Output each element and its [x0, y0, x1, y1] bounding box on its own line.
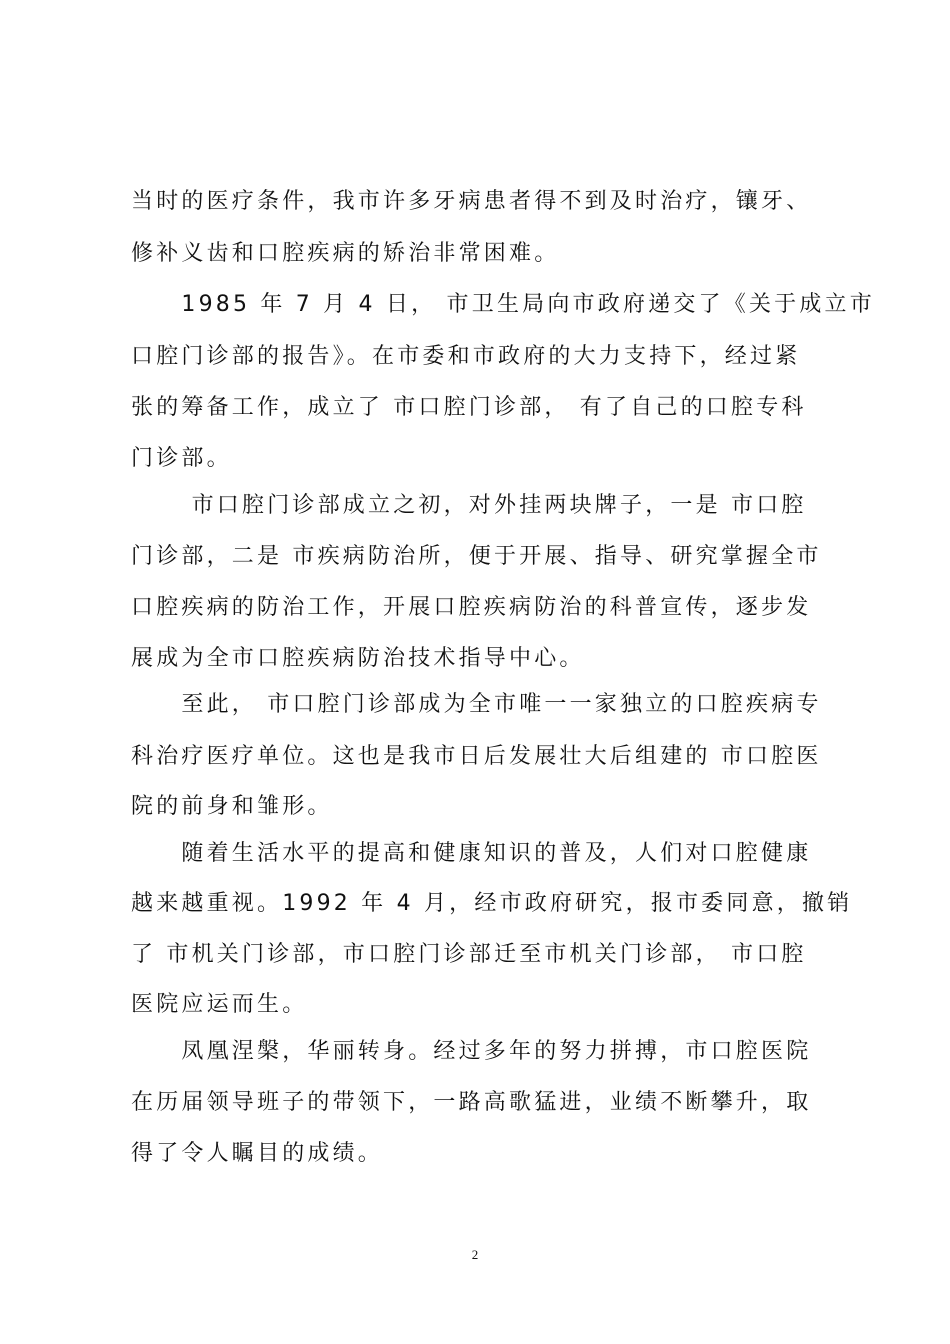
page-number: 2	[471, 1247, 479, 1262]
text-line-4: 口腔门诊部的报告》。在市委和市政府的大力支持下，经过紧	[131, 344, 801, 369]
text-line-9: 口腔疾病的防治工作，开展口腔疾病防治的科普宣传，逐步发	[131, 595, 812, 620]
text-line-6: 门诊部。	[131, 446, 232, 471]
text-line-13: 院的前身和雏形。	[131, 794, 333, 819]
text-line-2: 修补义齿和口腔疾病的矫治非常困难。	[131, 241, 560, 266]
text-line-19: 在历届领导班子的带领下，一路高歌猛进，业绩不断攀升，取	[131, 1090, 812, 1115]
text-line-16: 了 市机关门诊部，市口腔门诊部迁至市机关门诊部， 市口腔	[131, 942, 807, 967]
text-line-20: 得了令人瞩目的成绩。	[131, 1141, 384, 1166]
text-line-7: 市口腔门诊部成立之初，对外挂两块牌子，一是 市口腔	[131, 493, 807, 518]
text-line-3: 1985 年 7 月 4 日， 市卫生局向市政府递交了《关于成立市	[131, 292, 875, 317]
text-line-12: 科治疗医疗单位。这也是我市日后发展壮大后组建的 市口腔医	[131, 744, 822, 769]
text-line-8: 门诊部，二是 市疾病防治所，便于开展、指导、研究掌握全市	[131, 544, 822, 569]
text-line-14: 随着生活水平的提高和健康知识的普及，人们对口腔健康	[131, 841, 812, 866]
text-line-5: 张的筹备工作，成立了 市口腔门诊部， 有了自己的口腔专科	[131, 395, 807, 420]
text-line-18: 凤凰涅槃，华丽转身。经过多年的努力拼搏，市口腔医院	[131, 1039, 812, 1064]
text-line-17: 医院应运而生。	[131, 992, 308, 1017]
text-line-11: 至此， 市口腔门诊部成为全市唯一一家独立的口腔疾病专	[131, 692, 822, 717]
text-line-10: 展成为全市口腔疾病防治技术指导中心。	[131, 646, 585, 671]
text-line-15: 越来越重视。1992 年 4 月，经市政府研究，报市委同意，撤销	[131, 891, 853, 916]
text-line-1: 当时的医疗条件，我市许多牙病患者得不到及时治疗，镶牙、	[131, 189, 812, 214]
